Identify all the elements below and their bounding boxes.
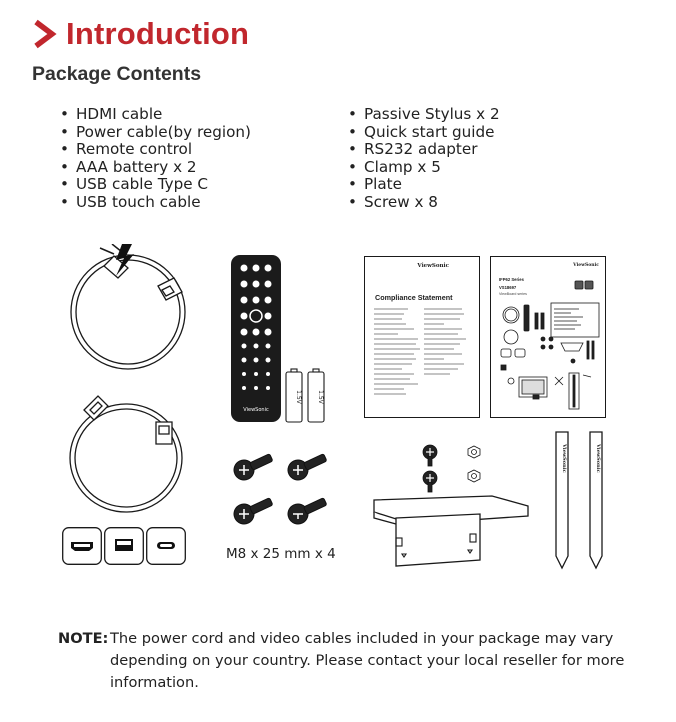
guide-model-sub: ViewBoard series [499, 292, 527, 296]
guide-brand: ViewSonic [573, 263, 599, 268]
mounting-plate-illustration [372, 494, 532, 570]
compliance-text-lines [374, 307, 472, 399]
list-item: • Clamp x 5 [346, 159, 500, 177]
list-item: • Remote control [58, 141, 251, 159]
list-item: • RS232 adapter [346, 141, 500, 159]
chevron-right-icon [32, 18, 58, 50]
list-item: • USB cable Type C [58, 176, 251, 194]
screw-m8-illustration [226, 450, 334, 536]
small-screws-illustration [416, 444, 494, 494]
usb-port-icon [104, 527, 144, 565]
list-item: • Plate [346, 176, 500, 194]
note-label: NOTE: [58, 630, 109, 647]
list-item: • USB touch cable [58, 194, 251, 212]
stylus-brand: ViewSonic [561, 444, 567, 473]
list-item: • AAA battery x 2 [58, 159, 251, 177]
section-header [32, 16, 249, 52]
guide-diagram [491, 257, 607, 419]
contents-list-right [346, 106, 500, 212]
stylus-illustration [546, 430, 622, 570]
compliance-statement-booklet [364, 256, 480, 418]
usb-c-port-icon [146, 527, 186, 565]
compliance-heading: Compliance Statement [375, 293, 453, 302]
stylus-brand: ViewSonic [595, 444, 601, 473]
list-item: • Screw x 8 [346, 194, 500, 212]
list-item: • Quick start guide [346, 124, 500, 142]
screw-caption: M8 x 25 mm x 4 [226, 546, 336, 562]
contents-list-left [58, 106, 251, 212]
guide-series: IFP62 Series [499, 277, 524, 282]
hdmi-cable-illustration [60, 392, 200, 516]
list-item: • HDMI cable [58, 106, 251, 124]
list-item: • Power cable(by region) [58, 124, 251, 142]
note-text: The power cord and video cables included in your package may vary depending on your country. Please contact your local reseller for more information. [110, 630, 625, 691]
hdmi-port-icon [62, 527, 102, 565]
quick-start-guide [490, 256, 606, 418]
battery-label: 1.5V [295, 390, 302, 404]
power-cable-illustration [62, 244, 202, 378]
list-item: • Passive Stylus x 2 [346, 106, 500, 124]
section-title: Introduction [66, 16, 250, 51]
battery-illustration [284, 368, 328, 424]
battery-label: 1.5V [317, 390, 324, 404]
compliance-brand: ViewSonic [417, 263, 449, 269]
remote-brand-label: ViewSonic [243, 407, 269, 413]
page-subtitle: Package Contents [32, 63, 202, 85]
guide-model: VS18697 [499, 285, 517, 290]
remote-control-illustration [230, 254, 282, 424]
